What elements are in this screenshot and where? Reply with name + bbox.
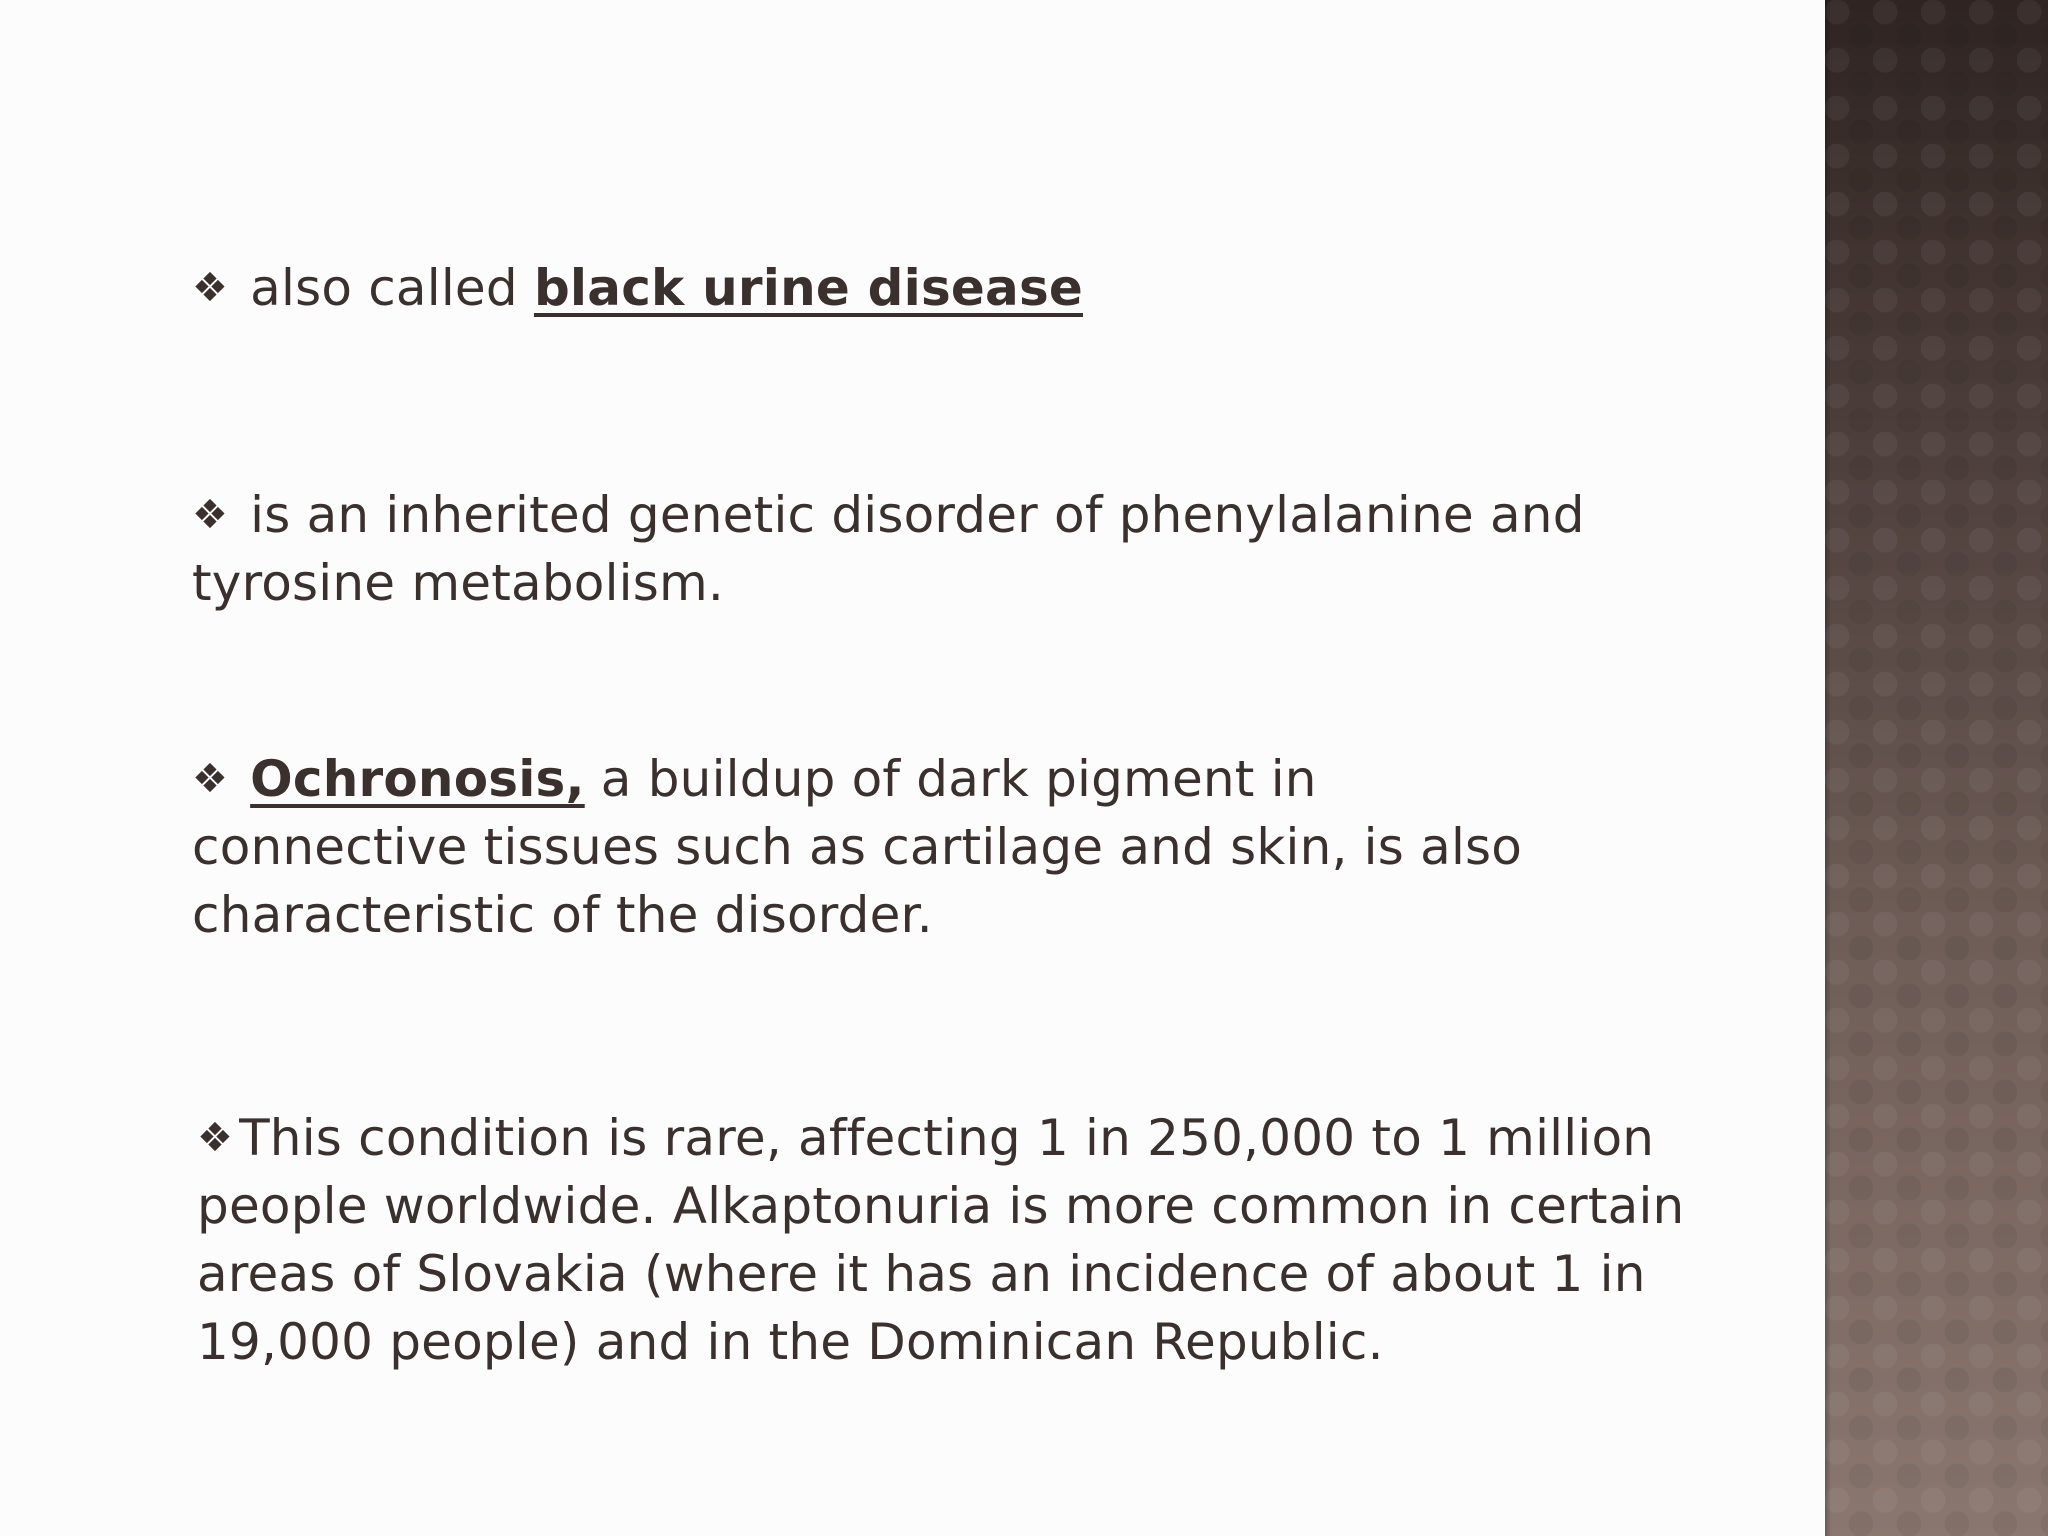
text-line: areas of Slovakia (where it has an incidence of about 1 in: [197, 1245, 1646, 1303]
text-line: This condition is rare, affecting 1 in 250,000 to 1 million: [239, 1109, 1655, 1167]
bullet-diamond-icon: ❖: [192, 265, 229, 311]
text-line: characteristic of the disorder.: [192, 886, 933, 944]
text-line: people worldwide. Alkaptonuria is more common in certain: [197, 1177, 1685, 1235]
text-line: is an inherited genetic disorder of phenylalanine and: [250, 486, 1585, 544]
bullet-diamond-icon: ❖: [197, 1115, 234, 1161]
bullet-point-definition: [192, 481, 1585, 617]
term-ochronosis: Ochronosis,: [250, 750, 585, 808]
text-lead: also called: [250, 259, 534, 317]
text-line: a buildup of dark pigment in: [584, 750, 1317, 808]
bullet-point-ochronosis: [192, 745, 1522, 949]
bullet-point-prevalence: [197, 1104, 1684, 1376]
bullet-point-alternate-name: [192, 254, 1083, 322]
text-line: 19,000 people) and in the Dominican Republic.: [197, 1313, 1384, 1371]
decorative-side-panel: [1825, 0, 2048, 1536]
bullet-diamond-icon: ❖: [192, 492, 229, 538]
text-line: connective tissues such as cartilage and skin, is also: [192, 818, 1523, 876]
term-black-urine-disease: black urine disease: [533, 259, 1084, 317]
bullet-diamond-icon: ❖: [192, 756, 229, 802]
text-line: tyrosine metabolism.: [192, 554, 725, 612]
